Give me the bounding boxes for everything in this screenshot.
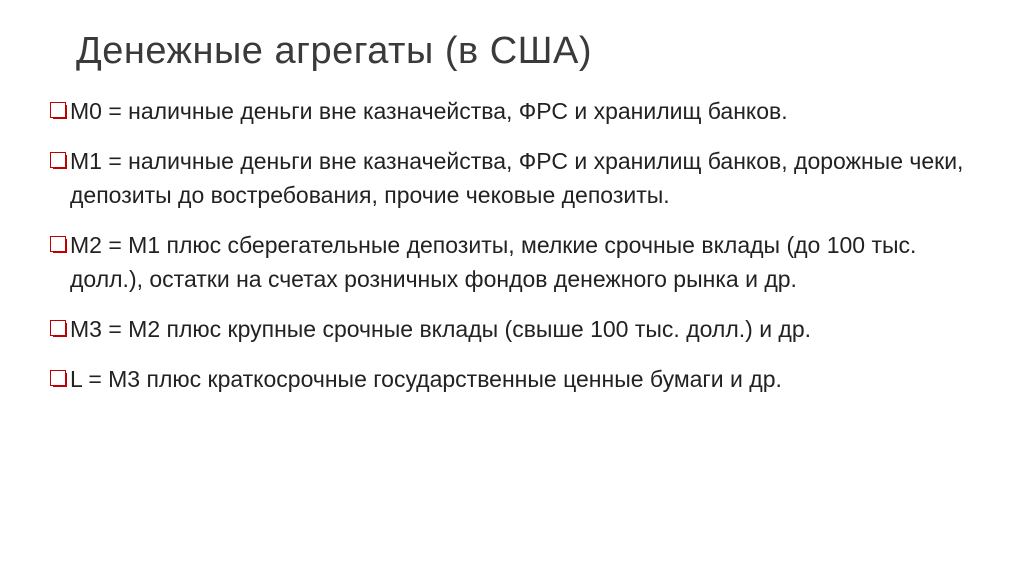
- bullet-text: M1 = наличные деньги вне казначейства, ФРС и хранилищ банков, дорожные чеки, депозиты до востребования, прочие чековые депозиты.: [70, 148, 964, 208]
- bullet-text: L = M3 плюс краткосрочные государственные ценные бумаги и др.: [70, 366, 782, 392]
- hollow-square-bullet-icon: [50, 152, 66, 168]
- hollow-square-bullet-icon: [50, 102, 66, 118]
- bullet-list: [48, 94, 978, 412]
- hollow-square-bullet-icon: [50, 236, 66, 252]
- slide-title: Денежные агрегаты (в США): [76, 30, 592, 72]
- bullet-text: M2 = M1 плюс сберегательные депозиты, мелкие срочные вклады (до 100 тыс. долл.), остатки на счетах розничных фондов денежного рынка и др.: [70, 232, 917, 292]
- bullet-item-m2: [48, 228, 978, 296]
- bullet-item-m1: [48, 144, 978, 212]
- bullet-text: M0 = наличные деньги вне казначейства, ФРС и хранилищ банков.: [70, 98, 788, 124]
- bullet-item-l: [48, 362, 978, 396]
- bullet-item-m0: [48, 94, 978, 128]
- bullet-text: M3 = M2 плюс крупные срочные вклады (свыше 100 тыс. долл.) и др.: [70, 316, 812, 342]
- hollow-square-bullet-icon: [50, 370, 66, 386]
- bullet-item-m3: [48, 312, 978, 346]
- hollow-square-bullet-icon: [50, 320, 66, 336]
